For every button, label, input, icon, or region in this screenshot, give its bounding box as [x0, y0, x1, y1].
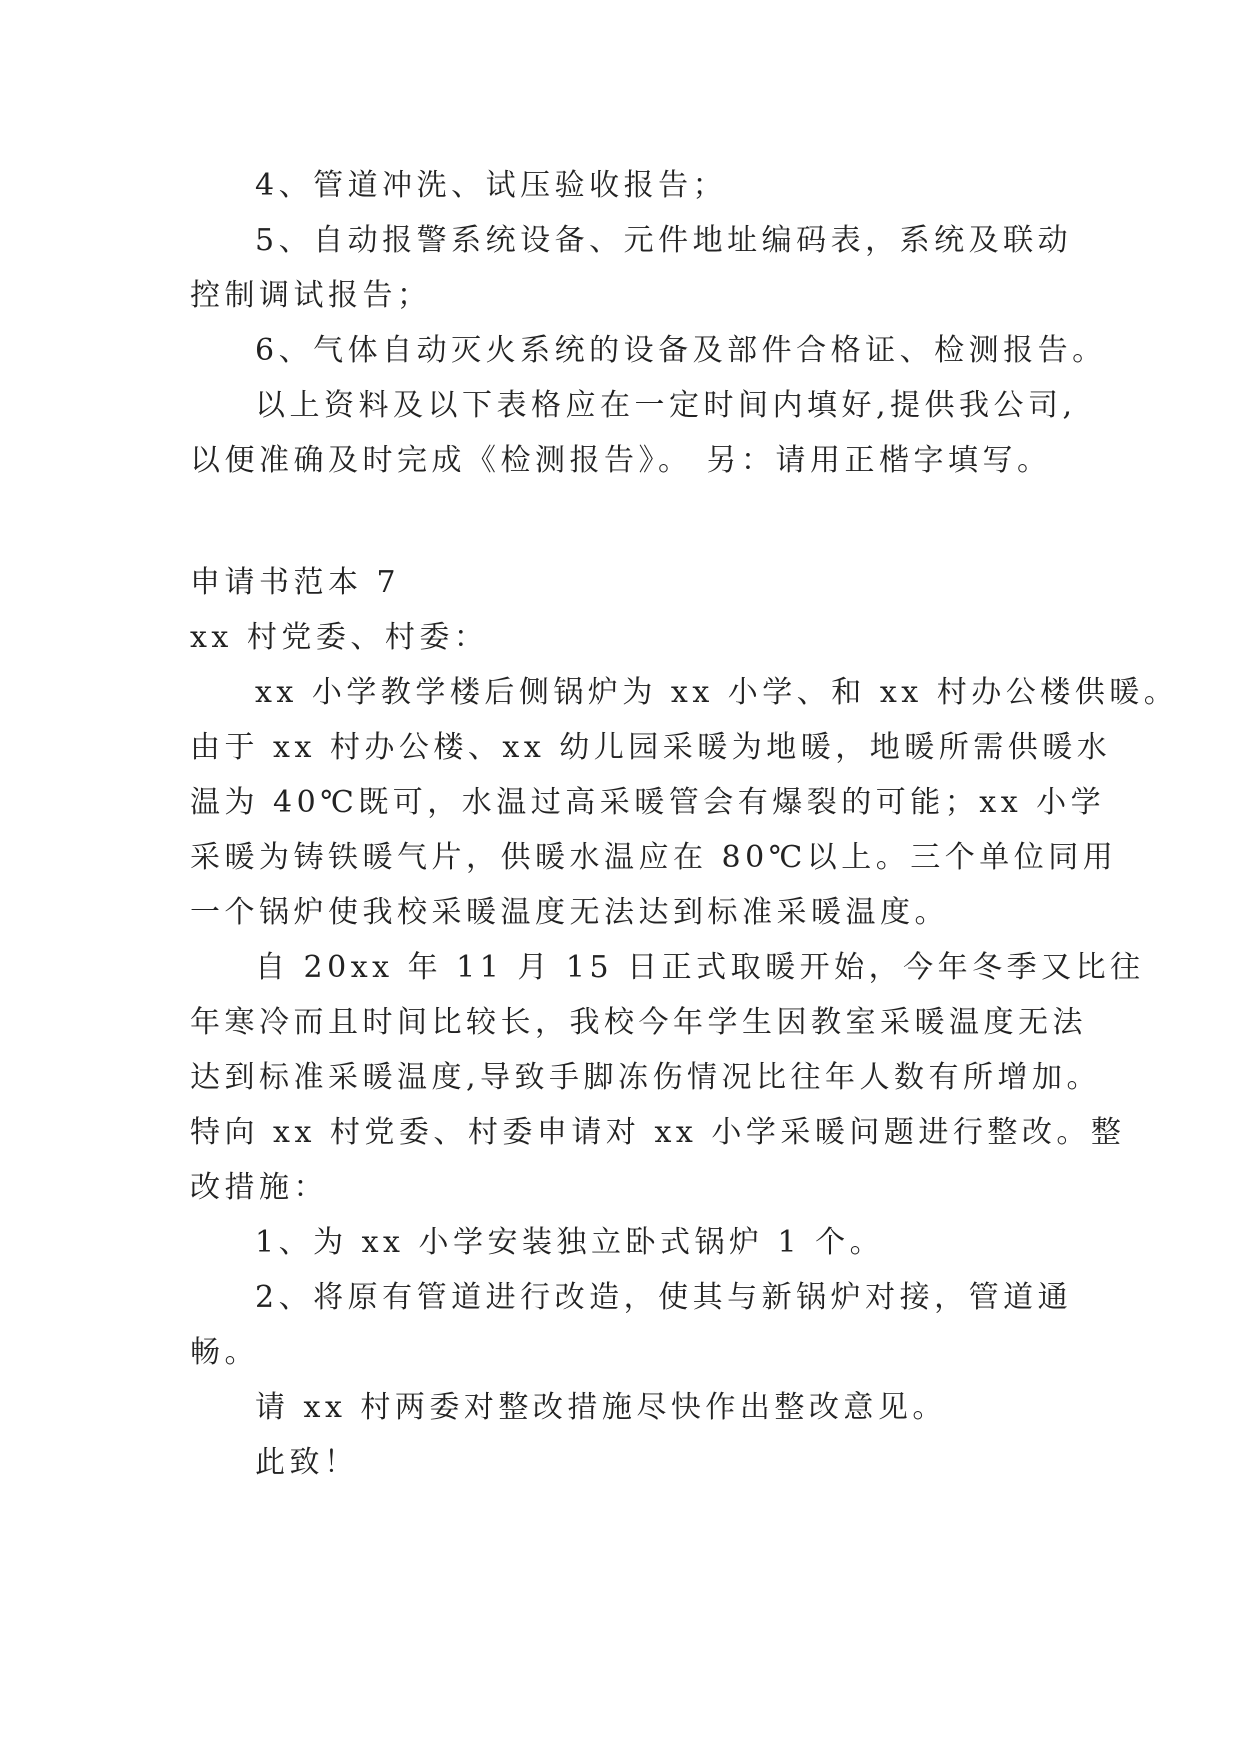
text-line: 采暖为铸铁暖气片，供暖水温应在 80℃以上。三个单位同用 [190, 840, 1118, 875]
text-line: 以上资料及以下表格应在一定时间内填好,提供我公司, [255, 388, 1077, 423]
text-line: 改措施： [190, 1170, 328, 1205]
text-line: 自 20xx 年 11 月 15 日正式取暖开始，今年冬季又比往 [255, 950, 1145, 985]
salutation: xx 村党委、村委： [190, 620, 489, 655]
section-heading: 申请书范本 7 [190, 565, 401, 600]
text-line: 畅。 [190, 1335, 259, 1370]
closing-line: 此致！ [255, 1445, 359, 1480]
text-line: 一个锅炉使我校采暖温度无法达到标准采暖温度。 [190, 895, 949, 930]
text-line: 由于 xx 村办公楼、xx 幼儿园采暖为地暖，地暖所需供暖水 [190, 730, 1112, 765]
text-line: xx 小学教学楼后侧锅炉为 xx 小学、和 xx 村办公楼供暖。 [255, 675, 1179, 710]
text-line: 6、气体自动灭火系统的设备及部件合格证、检测报告。 [255, 333, 1107, 368]
text-line: 特向 xx 村党委、村委申请对 xx 小学采暖问题进行整改。整 [190, 1115, 1126, 1150]
list-item: 1、为 xx 小学安装独立卧式锅炉 1 个。 [255, 1225, 885, 1260]
text-line: 以便准确及时完成《检测报告》。 另：请用正楷字填写。 [190, 443, 1052, 478]
list-item: 2、将原有管道进行改造，使其与新锅炉对接，管道通 [255, 1280, 1073, 1315]
text-line: 温为 40℃既可，水温过高采暖管会有爆裂的可能；xx 小学 [190, 785, 1106, 820]
text-line: 达到标准采暖温度,导致手脚冻伤情况比往年人数有所增加。 [190, 1060, 1102, 1095]
text-line: 5、自动报警系统设备、元件地址编码表，系统及联动 [255, 223, 1073, 258]
text-line: 控制调试报告； [190, 278, 432, 313]
text-line: 4、管道冲洗、试压验收报告； [255, 168, 728, 203]
text-line: 请 xx 村两委对整改措施尽快作出整改意见。 [255, 1390, 947, 1425]
text-line: 年寒冷而且时间比较长，我校今年学生因教室采暖温度无法 [190, 1005, 1087, 1040]
